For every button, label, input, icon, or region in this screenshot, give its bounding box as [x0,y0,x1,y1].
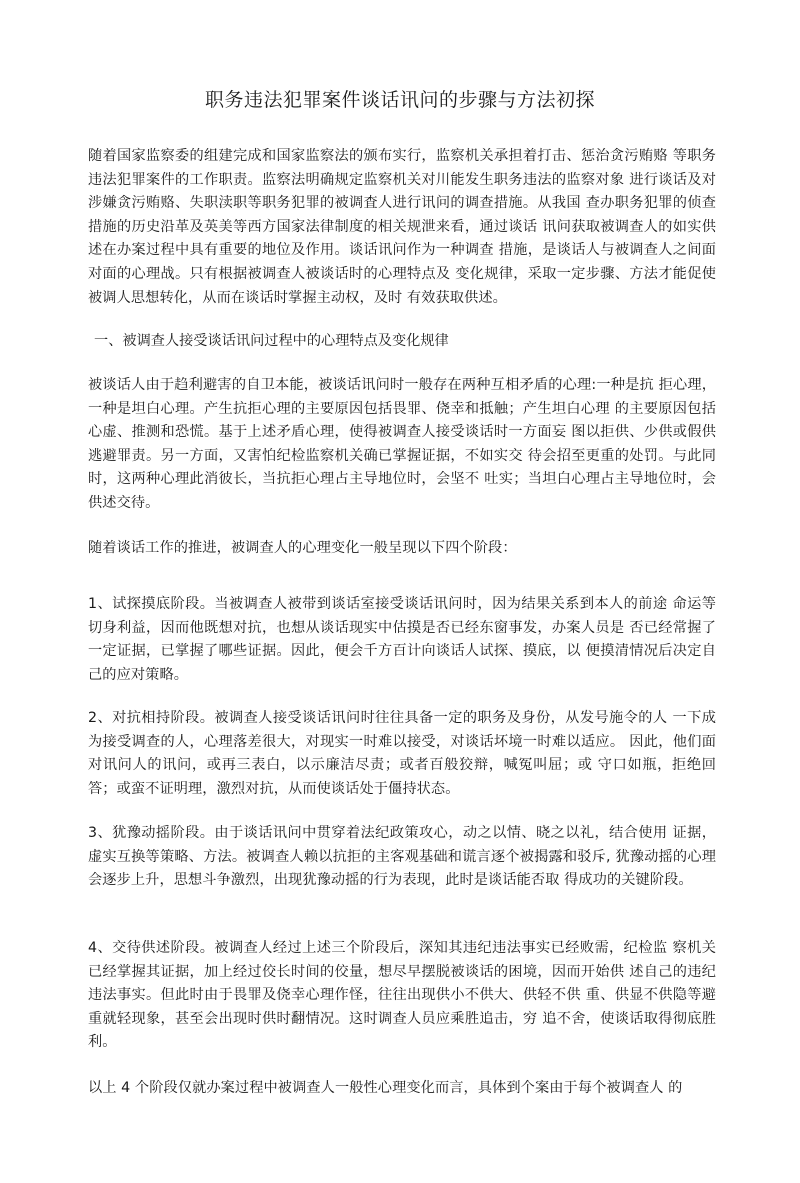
closing-paragraph: 以上 4 个阶段仅就办案过程中被调查人一般性心理变化而言，具体到个案由于每个被调查人 的 [88,1080,683,1096]
stage-1-paragraph: 1、试探摸底阶段。当被调查人被带到谈话室接受谈话讯问时，因为结果关系到本人的前途 命运等切身利益，因而他既想对抗，也想从谈话现实中估摸是否已经东窗事发，办案人员是 否已经常握了一定证据，已掌握了哪些证据。因此，便会千方百计向谈话人试探、摸底，以 便摸清情况后决定自己的应对策略。 [88,596,716,683]
stage-3-paragraph: 3、犹豫动摇阶段。由于谈话讯问中贯穿着法纪政策攻心，动之以情、晓之以礼，结合使用 证据，虚实互换等策略、方法。被调查人赖以抗拒的主客观基础和谎言逐个被揭露和驳斥, 犹豫动摇的心理会逐步上升，思想斗争激烈，出现犹豫动摇的行为表现，此时是谈话能否取 得成功的关键阶段。 [88,825,716,889]
intro-paragraph: 随着国家监察委的组建完成和国家监察法的颁布实行，监察机关承担着打击、惩治贪污贿赂 等职务违法犯罪案件的工作职责。监察法明确规定监察机关对川能发生职务违法的监察对象 进行谈话及对涉嫌贪污贿赂、失职渎职等职务犯罪的被调査人进行讯问的调查措施。从我国 查办职务犯罪的侦查措施的历史沿革及英美等西方国家法律制度的相关规泄来看，通过谈话 讯问获取被调查人的如实供述在办案过程中具有重要的地位及作用。谈话讯问作为一种调查 措施，是谈话人与被调查人之间面对面的心理战。只有根据被调查人被谈话时的心理特点及 变化规律，采取一定步骤、方法才能促使被调人思想转化，从而在谈话时掌握主动权，及时 有效获取供述。 [88,148,716,306]
section1-paragraph-2: 随着谈话工作的推进，被调查人的心理变化一般呈现以下四个阶段： [88,540,517,556]
section1-paragraph-1: 被谈话人由于趋利避害的自卫本能，被谈话讯问时一般存在两种互相矛盾的心理:一种是抗 拒心理，一种是坦白心理。产生抗拒心理的主要原因包括畏罪、侥幸和抵触；产生坦白心理 的主要原因包括心虚、推测和恐慌。基于上述矛盾心理，使得被调查人接受谈话时一方面妄 图以拒供、少供或假供逃避罪责。另一方面，又害怕纪检监察机关确已掌握证据，不如实交 待会招至更重的处罚。与此同时，这两种心理此消彼长，当抗拒心理占主导地位时，会坚不 吐实；当坦白心理占主导地位时，会供述交待。 [88,377,716,511]
section-heading-1: 一、被调查人接受谈话讯问过程中的心理特点及变化规律 [94,333,449,349]
stage-4-paragraph: 4、交待供述阶段。被调查人经过上述三个阶段后，深知其违纪违法事实已经败需，纪检监 察机关已经掌握其证据，加上经过佼长时间的佼量，想尽早摆脱被谈话的困境，因而开始供 述自己的违纪违法事实。但此时由于畏罪及侥幸心理作怪，往往出现供小不供大、供轻不供 重、供显不供隐等避重就轻现象，甚至会出现时供时翻情况。这时调查人员应乘胜追击，穷 追不舍，使谈话取得彻底胜利。 [88,940,716,1051]
stage-2-paragraph: 2、对抗相持阶段。被调查人接受谈话讯问时往往具备一定的职务及身份，从发号施令的人 一下成为接受调查的人，心理落差很大，对现实一时难以接受，对谈话坏境一时难以适应。 因此，他们面对讯问人的讯问，或再三表白，以示廉洁尽责；或者百般狡辩，喊冤叫屈；或 守口如瓶，拒绝回答；或蛮不证明理，激烈对抗，从而使谈话处于僵持状态。 [88,710,716,797]
document-title: 职务违法犯罪案件谈话讯问的步骤与方法初探 [204,89,595,111]
